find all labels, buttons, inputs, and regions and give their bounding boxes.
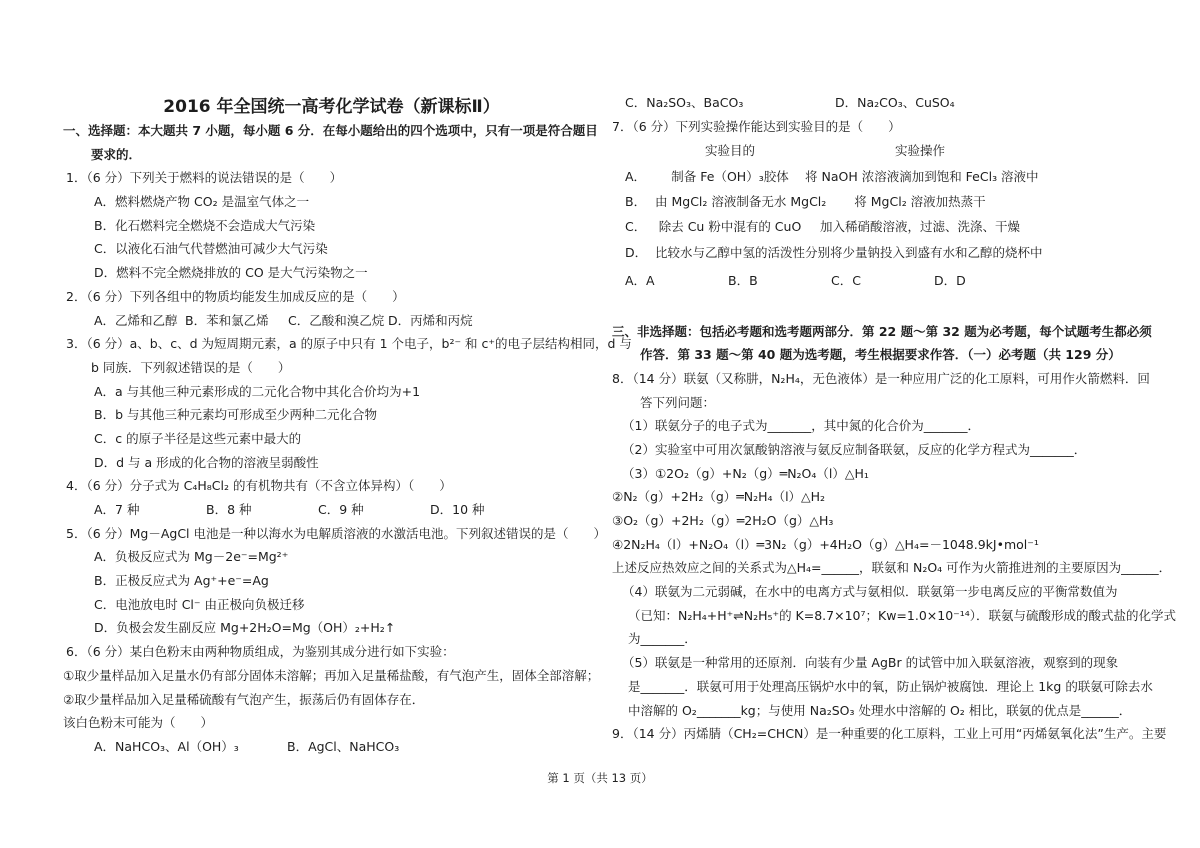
question-7-answer-a: A．A bbox=[625, 272, 655, 288]
question-7-table-row-c bbox=[612, 214, 1150, 239]
question-7-table-row-b bbox=[612, 189, 1150, 214]
question-1-option-d: D．燃料不完全燃烧排放的 CO 是大气污染物之一 bbox=[94, 265, 368, 281]
question-8-part1: （1）联氨分子的电子式为_______，其中氮的化合价为_______． bbox=[622, 418, 980, 434]
exam-title: 2016 年全国统一高考化学试卷（新课标Ⅱ） bbox=[163, 97, 500, 117]
question-3-option-d: D．d 与 a 形成的化合物的溶液呈弱酸性 bbox=[94, 454, 319, 470]
question-3-option-a: A．a 与其他三种元素形成的二元化合物中其化合价均为+1 bbox=[94, 383, 421, 399]
section1-heading-line1: 一、选择题：本大题共 7 小题，每小题 6 分．在每小题给出的四个选项中，只有一项是符合题目 bbox=[63, 123, 598, 138]
question-8-part5-line1: （5）联氨是一种常用的还原剂．向装有少量 AgBr 的试管中加入联氨溶液，观察到的现象 bbox=[622, 655, 1119, 671]
question-8-stem-line2: 答下列问题： bbox=[640, 394, 716, 410]
section-gap bbox=[612, 293, 1150, 320]
question-4-stem: 4．（6 分）分子式为 C₄H₈Cl₂ 的有机物共有（不含立体异构）（ ） bbox=[66, 478, 452, 494]
question-2-option-a: A．乙烯和乙醇 bbox=[94, 312, 178, 328]
question-6-step1: ①取少量样品加入足量水仍有部分固体未溶解；再加入足量稀盐酸，有气泡产生，固体全部溶解； bbox=[63, 667, 600, 683]
page-number-footer: 第 1 页（共 13 页） bbox=[547, 771, 653, 785]
question-1-stem: 1．（6 分）下列关于燃料的说法错误的是（ ） bbox=[66, 170, 343, 186]
question-6-options-row-ab bbox=[63, 735, 600, 759]
question-2-options-row bbox=[63, 309, 600, 333]
question-6-ask: 该白色粉末可能为（ ） bbox=[63, 715, 214, 731]
question-2-stem: 2．（6 分）下列各组中的物质均能发生加成反应的是（ ） bbox=[66, 288, 405, 304]
question-6-option-c: C．Na₂SO₃、BaCO₃ bbox=[625, 95, 744, 110]
question-1-option-c: C．以液化石油气代替燃油可减少大气污染 bbox=[94, 241, 328, 257]
row-label: C． bbox=[625, 219, 647, 235]
question-5-option-b: B．正极反应式为 Ag⁺+e⁻=Ag bbox=[94, 573, 269, 589]
question-7-table-row-d bbox=[612, 240, 1150, 265]
table-header-purpose: 实验目的 bbox=[704, 143, 755, 159]
question-7-table-header bbox=[612, 138, 1150, 163]
row-purpose: 制备 Fe（OH）₃胶体 bbox=[671, 168, 789, 184]
question-1-option-b: B．化石燃料完全燃烧不会造成大气污染 bbox=[94, 217, 316, 233]
question-7-stem: 7．（6 分）下列实验操作能达到实验目的是（ ） bbox=[612, 118, 901, 134]
left-column bbox=[63, 119, 632, 759]
row-operation: 将 MgCl₂ 溶液加热蒸干 bbox=[854, 193, 986, 209]
question-8-part3-eq2: ②N₂（g）+2H₂（g）═N₂H₄（l）△H₂ bbox=[612, 489, 826, 505]
question-9-stem-line1: 9．（14 分）丙烯腈（CH₂=CHCN）是一种重要的化工原料，工业上可用“丙烯氨氧化法”生产。主要 bbox=[612, 726, 1167, 742]
question-6-option-a: A．NaHCO₃、Al（OH）₃ bbox=[94, 738, 239, 754]
question-5-option-c: C．电池放电时 Cl⁻ 由正极向负极迁移 bbox=[94, 596, 305, 612]
right-column bbox=[612, 91, 1177, 746]
question-3-option-c: C．c 的原子半径是这些元素中最大的 bbox=[94, 430, 302, 446]
question-6-options-row-cd bbox=[612, 91, 1150, 115]
question-8-part3-eq1: （3）①2O₂（g）+N₂（g）═N₂O₄（l）△H₁ bbox=[622, 465, 869, 481]
question-5-option-a: A．负极反应式为 Mg－2e⁻=Mg²⁺ bbox=[94, 549, 289, 565]
question-4-option-c: C．9 种 bbox=[318, 502, 364, 517]
question-8-part4-line3: 为_______． bbox=[628, 631, 697, 647]
question-4-option-b: B．8 种 bbox=[206, 502, 252, 517]
row-operation: 加入稀硝酸溶液，过滤、洗涤、干燥 bbox=[819, 219, 1020, 235]
question-4-option-d: D．10 种 bbox=[430, 502, 485, 517]
row-operation: 分别将少量钠投入到盛有水和乙醇的烧杯中 bbox=[805, 244, 1043, 260]
question-1-option-a: A．燃料燃烧产物 CO₂ 是温室气体之一 bbox=[94, 194, 310, 210]
table-header-operation: 实验操作 bbox=[894, 143, 945, 159]
question-6-step2: ②取少量样品加入足量稀硫酸有气泡产生，振荡后仍有固体存在． bbox=[63, 691, 425, 707]
question-8-part2: （2）实验室中可用次氯酸钠溶液与氨反应制备联氨，反应的化学方程式为_______． bbox=[622, 441, 1087, 457]
row-label: B． bbox=[625, 193, 647, 209]
question-6-stem: 6．（6 分）某白色粉末由两种物质组成，为鉴别其成分进行如下实验： bbox=[66, 644, 455, 660]
table-header-spacer bbox=[625, 138, 655, 163]
question-4-options-row bbox=[63, 498, 600, 522]
question-3-stem-line1: 3．（6 分）a、b、c、d 为短周期元素，a 的原子中只有 1 个电子，b²⁻ 和 c⁺的电子层结构相同，d 与 bbox=[66, 336, 632, 352]
question-2-option-b: B．苯和氯乙烯 bbox=[185, 312, 269, 328]
question-3-option-b: B．b 与其他三种元素均可形成至少两种二元化合物 bbox=[94, 407, 377, 423]
section3-heading-line2: 作答．第 33 题～第 40 题为选考题，考生根据要求作答．（一）必考题（共 129 分） bbox=[640, 347, 1121, 363]
question-6-option-d: D．Na₂CO₃、CuSO₄ bbox=[835, 95, 955, 110]
question-2-option-c: C．乙酸和溴乙烷 bbox=[288, 312, 385, 328]
question-7-table-row-a bbox=[612, 164, 1150, 189]
row-label: A． bbox=[625, 168, 647, 184]
question-8-stem-line1: 8．（14 分）联氨（又称肼，N₂H₄，无色液体）是一种应用广泛的化工原料，可用作火箭燃料．回 bbox=[612, 370, 1150, 386]
question-7-answer-b: B．B bbox=[728, 272, 758, 288]
question-4-option-a: A．7 种 bbox=[94, 502, 140, 517]
question-8-part3-eq3: ③O₂（g）+2H₂（g）═2H₂O（g）△H₃ bbox=[612, 513, 834, 529]
row-purpose: 除去 Cu 粉中混有的 CuO bbox=[658, 219, 802, 235]
question-7-answers-row bbox=[612, 269, 1150, 293]
question-8-part4-line1: （4）联氨为二元弱碱，在水中的电离方式与氨相似．联氨第一步电离反应的平衡常数值为 bbox=[622, 584, 1118, 600]
row-purpose: 由 MgCl₂ 溶液制备无水 MgCl₂ bbox=[655, 193, 827, 209]
section3-heading-line1: 三、非选择题：包括必考题和选考题两部分．第 22 题～第 32 题为必考题，每个试题考生都必须 bbox=[612, 323, 1152, 339]
question-3-stem-line2: b 同族．下列叙述错误的是（ ） bbox=[91, 359, 291, 375]
row-label: D． bbox=[625, 244, 648, 260]
question-5-stem: 5．（6 分）Mg－AgCl 电池是一种以海水为电解质溶液的水激活电池。下列叙述错误的是（ ） bbox=[66, 525, 607, 541]
row-operation: 将 NaOH 浓溶液滴加到饱和 FeCl₃ 溶液中 bbox=[805, 168, 1039, 184]
question-6-option-b: B．AgCl、NaHCO₃ bbox=[287, 738, 400, 754]
question-7-answer-d: D．D bbox=[934, 272, 966, 288]
question-2-option-d: D．丙烯和丙烷 bbox=[388, 312, 473, 328]
question-8-part3-eq4: ④2N₂H₄（l）+N₂O₄（l）═3N₂（g）+4H₂O（g）△H₄=－1048.9kJ•mol⁻¹ bbox=[612, 536, 1039, 552]
question-7-answer-c: C．C bbox=[831, 272, 861, 288]
row-purpose: 比较水与乙醇中氢的活泼性 bbox=[655, 244, 806, 260]
question-8-part5-line3: 中溶解的 O₂_______kg；与使用 Na₂SO₃ 处理水中溶解的 O₂ 相比，联氨的优点是______． bbox=[628, 702, 1132, 718]
question-8-part5-line2: 是_______．联氨可用于处理高压锅炉水中的氧，防止锅炉被腐蚀．理论上 1kg 的联氨可除去水 bbox=[628, 678, 1153, 694]
question-5-option-d: D．负极会发生副反应 Mg+2H₂O=Mg（OH）₂+H₂↑ bbox=[94, 620, 396, 636]
section1-heading-line2: 要求的． bbox=[91, 146, 142, 162]
question-8-part3-followup: 上述反应热效应之间的关系式为△H₄=______，联氨和 N₂O₄ 可作为火箭推进剂的主要原因为______． bbox=[612, 560, 1172, 576]
question-8-part4-line2: （已知：N₂H₄+H⁺⇌N₂H₅⁺的 K=8.7×10⁷；Kw=1.0×10⁻¹⁴）．联氨与硫酸形成的酸式盐的化学式 bbox=[628, 607, 1177, 623]
